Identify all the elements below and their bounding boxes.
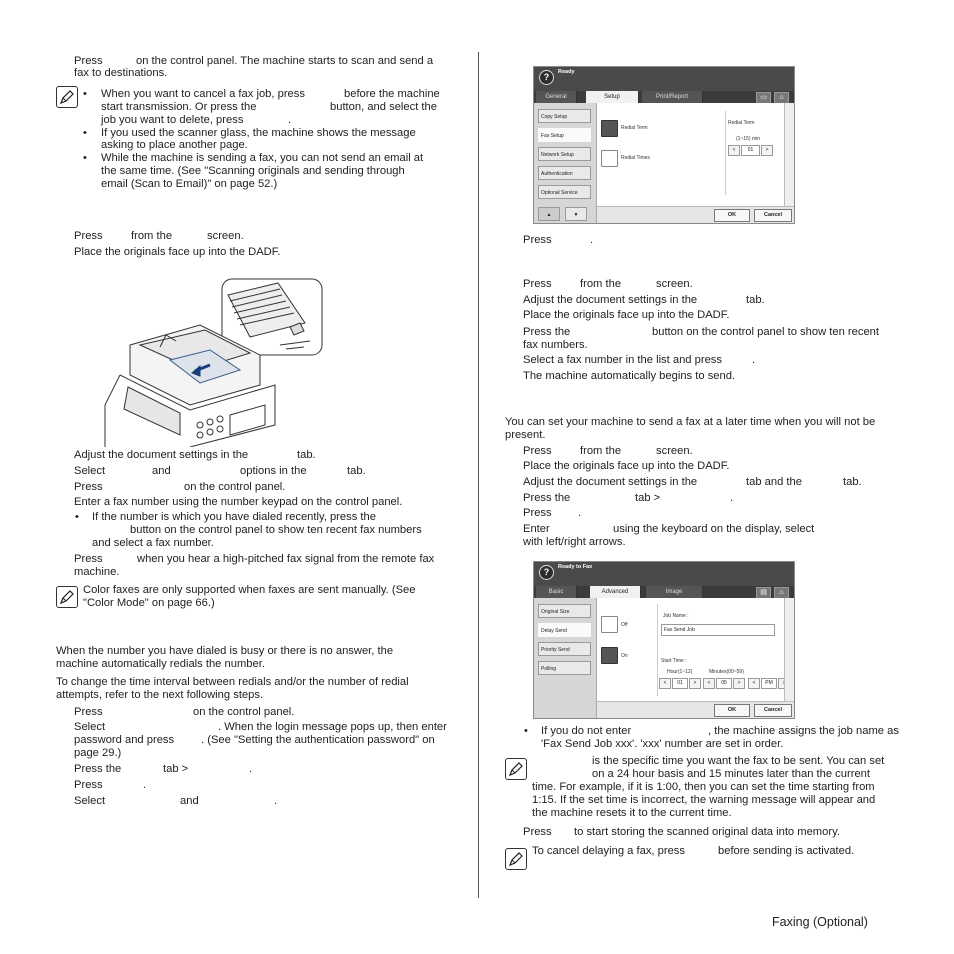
sidebar-priority-send[interactable]: Priority Send [538, 642, 591, 656]
sidebar-network-setup[interactable]: Network Setup [538, 147, 591, 161]
step-text: Press [74, 230, 103, 242]
tab-bar [534, 586, 794, 598]
job-name-label: Job Name : [663, 613, 689, 619]
step-text: Press the [523, 492, 571, 504]
note-text: is the specific time you want the fax to be sent. You can set [592, 755, 885, 767]
step-text: . [274, 795, 278, 807]
delay-send-panel [597, 598, 794, 718]
on-label: On [621, 653, 628, 659]
bullet: • [83, 88, 87, 100]
ampm-decrement-icon[interactable]: < [748, 678, 760, 689]
column-divider [478, 52, 479, 898]
note-text: the same time. (See "Scanning originals and sending through [101, 165, 405, 177]
page-footer: Faxing (Optional) [772, 915, 868, 929]
step-text: fax to destinations. [74, 67, 168, 79]
step-text: . When the login message pops up, then enter [218, 721, 447, 733]
note-icon [56, 86, 78, 108]
redial-times-toggle[interactable] [601, 150, 618, 167]
step-text: Select [74, 795, 106, 807]
step-text: Press [523, 507, 552, 519]
step-text: Select [74, 721, 106, 733]
step-text: Press [74, 481, 103, 493]
step-text: screen. [207, 230, 244, 242]
step-text: Press [74, 706, 103, 718]
step-press: Press [74, 55, 103, 67]
off-label: Off [621, 622, 628, 628]
step-text: Press [523, 445, 552, 457]
sidebar-original-size[interactable]: Original Size [538, 604, 591, 618]
cancel-button[interactable]: Cancel [754, 704, 792, 717]
step-text: Enter a fax number using the number keypad on the control panel. [74, 496, 403, 508]
step-text: . (See "Setting the authentication password" on [201, 734, 435, 746]
setup-sidebar [534, 103, 597, 223]
body-text: You can set your machine to send a fax at a later time when you will not be [505, 416, 876, 428]
step-text: . [249, 763, 253, 775]
note-text: . [288, 114, 292, 126]
sidebar-fax-setup[interactable]: Fax Setup [538, 128, 591, 142]
step-text: machine. [74, 566, 120, 578]
step-text: button on the control panel to show ten recent [652, 326, 880, 338]
body-text: machine automatically redials the number. [56, 658, 265, 670]
step-text: and select a fax number. [92, 537, 214, 549]
note-text: the machine resets it to the current time. [532, 807, 732, 819]
job-status-icon[interactable]: ▤ [756, 587, 771, 599]
step-text: Place the originals face up into the DADF. [74, 246, 281, 258]
note-text: on a 24 hour basis and 15 minutes later than the current [592, 768, 870, 780]
action-bar [597, 206, 794, 223]
step-text: screen. [656, 445, 693, 457]
step-text: Press [523, 826, 552, 838]
range-label: (1~15) min [736, 136, 761, 142]
scrollbar[interactable] [784, 598, 794, 702]
note-text: To cancel delaying a fax, press [532, 845, 685, 857]
hour-value[interactable]: 01 [672, 678, 688, 689]
step-text: Press [74, 779, 103, 791]
tab-image[interactable]: Image [646, 586, 703, 598]
step-text: when you hear a high-pitched fax signal from the remote fax [137, 553, 435, 565]
bullet: • [83, 127, 87, 139]
note-icon [505, 758, 527, 780]
hour-increment-icon[interactable]: > [689, 678, 701, 689]
step-text: to start storing the scanned original data into memory. [574, 826, 840, 838]
body-text: To change the time interval between redials and/or the number of redial [56, 676, 409, 688]
note-text: email (Scan to Email)" on page 52.) [101, 178, 278, 190]
minute-increment-icon[interactable]: > [733, 678, 745, 689]
step-text: Adjust the document settings in the [523, 294, 698, 306]
delay-on-toggle[interactable] [601, 647, 618, 664]
step-text: button on the control panel to show ten recent fax numbers [130, 524, 422, 536]
step-text: Press the [74, 763, 122, 775]
step-text: tab > [163, 763, 189, 775]
start-time-label: Start Time : [661, 658, 687, 664]
scroll-up-icon[interactable]: ▲ [538, 207, 560, 221]
tab-bar [534, 91, 794, 103]
minute-decrement-icon[interactable]: < [703, 678, 715, 689]
body-text: present. [505, 429, 546, 441]
sidebar-delay-send[interactable]: Delay Send [538, 623, 591, 637]
redial-term-value[interactable]: 01 [741, 145, 760, 156]
step-text: . [730, 492, 734, 504]
step-text: Place the originals face up into the DADF. [523, 309, 730, 321]
note-text: button, and select the [330, 101, 437, 113]
screen-title: Ready to Fax [558, 564, 593, 570]
setup-panel [597, 103, 794, 223]
home-icon[interactable]: ⌂ [774, 92, 789, 104]
sidebar-optional-service[interactable]: Optional Service [538, 185, 591, 199]
body-text: , the machine assigns the job name as [708, 725, 899, 737]
bullet: • [524, 725, 528, 737]
note-text: 1:15. If the set time is incorrect, the warning message will appear and [532, 794, 876, 806]
minute-value[interactable]: 05 [716, 678, 732, 689]
panel-divider [725, 111, 726, 195]
step-text: Select [74, 465, 106, 477]
step-text: password and press [74, 734, 175, 746]
note-text: start transmission. Or press the [101, 101, 257, 113]
step-text: tab > [635, 492, 661, 504]
note-text: before sending is activated. [718, 845, 855, 857]
ok-button[interactable]: OK [714, 209, 750, 222]
step-text: tab and the [746, 476, 802, 488]
tab-setup[interactable]: Setup [586, 91, 639, 103]
panel-title: Redial Term [728, 120, 755, 126]
note-text: When you want to cancel a fax job, press [101, 88, 305, 100]
increment-icon[interactable]: > [761, 145, 773, 156]
step-text: fax numbers. [523, 339, 588, 351]
step-text: Press [523, 234, 552, 246]
home-icon[interactable]: ⌂ [774, 587, 789, 599]
step-text: Place the originals face up into the DADF. [523, 460, 730, 472]
minutes-label: Minutes(00~59) [709, 669, 744, 675]
step-text: tab. [843, 476, 862, 488]
tab-basic[interactable]: Basic [536, 586, 577, 598]
job-name-input[interactable]: Fax Send Job [661, 624, 775, 636]
note-text: While the machine is sending a fax, you can not send an email at [101, 152, 424, 164]
step-text: If the number is which you have dialed recently, press the [92, 511, 376, 523]
delay-off-toggle[interactable] [601, 616, 618, 633]
note-icon [56, 586, 78, 608]
step-text: Enter [523, 523, 550, 535]
option-label: Redial Times [621, 155, 650, 161]
note-text: "Color Mode" on page 66.) [83, 597, 215, 609]
step-text: . [143, 779, 147, 791]
bullet: • [75, 511, 79, 523]
step-text: The machine automatically begins to send. [523, 370, 736, 382]
note-icon [505, 848, 527, 870]
step-text: on the control panel. [193, 706, 295, 718]
step-text: tab. [297, 449, 316, 461]
note-text: job you want to delete, press [101, 114, 244, 126]
panel-divider [657, 604, 658, 696]
hour-label: Hour(1~12) [667, 669, 693, 675]
step-text: from the [131, 230, 173, 242]
tab-general[interactable]: General [536, 91, 577, 103]
delay-send-screen [533, 561, 795, 719]
note-text: If you used the scanner glass, the machine shows the message [101, 127, 416, 139]
decrement-icon[interactable]: < [728, 145, 740, 156]
step-text: tab. [746, 294, 765, 306]
step-text: using the keyboard on the display, select [613, 523, 815, 535]
step-text: on the control panel. [184, 481, 286, 493]
step-text: tab. [347, 465, 366, 477]
redial-setup-screen [533, 66, 795, 224]
note-text: Color faxes are only supported when faxes are sent manually. (See [83, 584, 416, 596]
note-text: time. For example, if it is 1:00, then you can set the time starting from [532, 781, 875, 793]
step-text: . [752, 354, 756, 366]
option-label: Redial Term [621, 125, 648, 131]
step-text: Press [74, 553, 103, 565]
scrollbar[interactable] [784, 103, 794, 207]
step-text: Adjust the document settings in the [74, 449, 249, 461]
step-text: . [590, 234, 594, 246]
redial-term-toggle[interactable] [601, 120, 618, 137]
step-text: . [578, 507, 582, 519]
tab-advanced[interactable]: Advanced [590, 586, 641, 598]
step-text: from the [580, 278, 622, 290]
step-text: options in the [240, 465, 307, 477]
back-icon[interactable]: ▭ [756, 92, 771, 104]
step-text: from the [580, 445, 622, 457]
body-text: If you do not enter [541, 725, 632, 737]
step-text: screen. [656, 278, 693, 290]
step-text: on the control panel. The machine starts to scan and send a [136, 55, 434, 67]
note-text: asking to place another page. [101, 139, 248, 151]
ok-button[interactable]: OK [714, 704, 750, 717]
note-text: before the machine [344, 88, 440, 100]
tab-print-report[interactable]: Print/Report [642, 91, 703, 103]
action-bar [597, 701, 794, 718]
hour-decrement-icon[interactable]: < [659, 678, 671, 689]
step-text: Select a fax number in the list and press [523, 354, 722, 366]
dadf-illustration [100, 275, 326, 447]
sidebar-polling[interactable]: Polling [538, 661, 591, 675]
step-text: Press [523, 278, 552, 290]
help-icon[interactable]: ? [539, 565, 554, 580]
step-text: Press the [523, 326, 571, 338]
step-text: Adjust the document settings in the [523, 476, 698, 488]
scroll-down-icon[interactable]: ▼ [565, 207, 587, 221]
ampm-value[interactable]: PM [761, 678, 777, 689]
step-text: page 29.) [74, 747, 122, 759]
body-text: When the number you have dialed is busy or there is no answer, the [56, 645, 394, 657]
sidebar-authentication[interactable]: Authentication [538, 166, 591, 180]
step-text: and [152, 465, 171, 477]
screen-title: Ready [558, 69, 575, 75]
body-text: attempts, refer to the next following steps. [56, 689, 264, 701]
step-text: and [180, 795, 199, 807]
cancel-button[interactable]: Cancel [754, 209, 792, 222]
bullet: • [83, 152, 87, 164]
body-text: 'Fax Send Job xxx'. 'xxx' number are set in order. [541, 738, 784, 750]
help-icon[interactable]: ? [539, 70, 554, 85]
step-text: with left/right arrows. [523, 536, 626, 548]
sidebar-copy-setup[interactable]: Copy Setup [538, 109, 591, 123]
advanced-sidebar [534, 598, 597, 718]
